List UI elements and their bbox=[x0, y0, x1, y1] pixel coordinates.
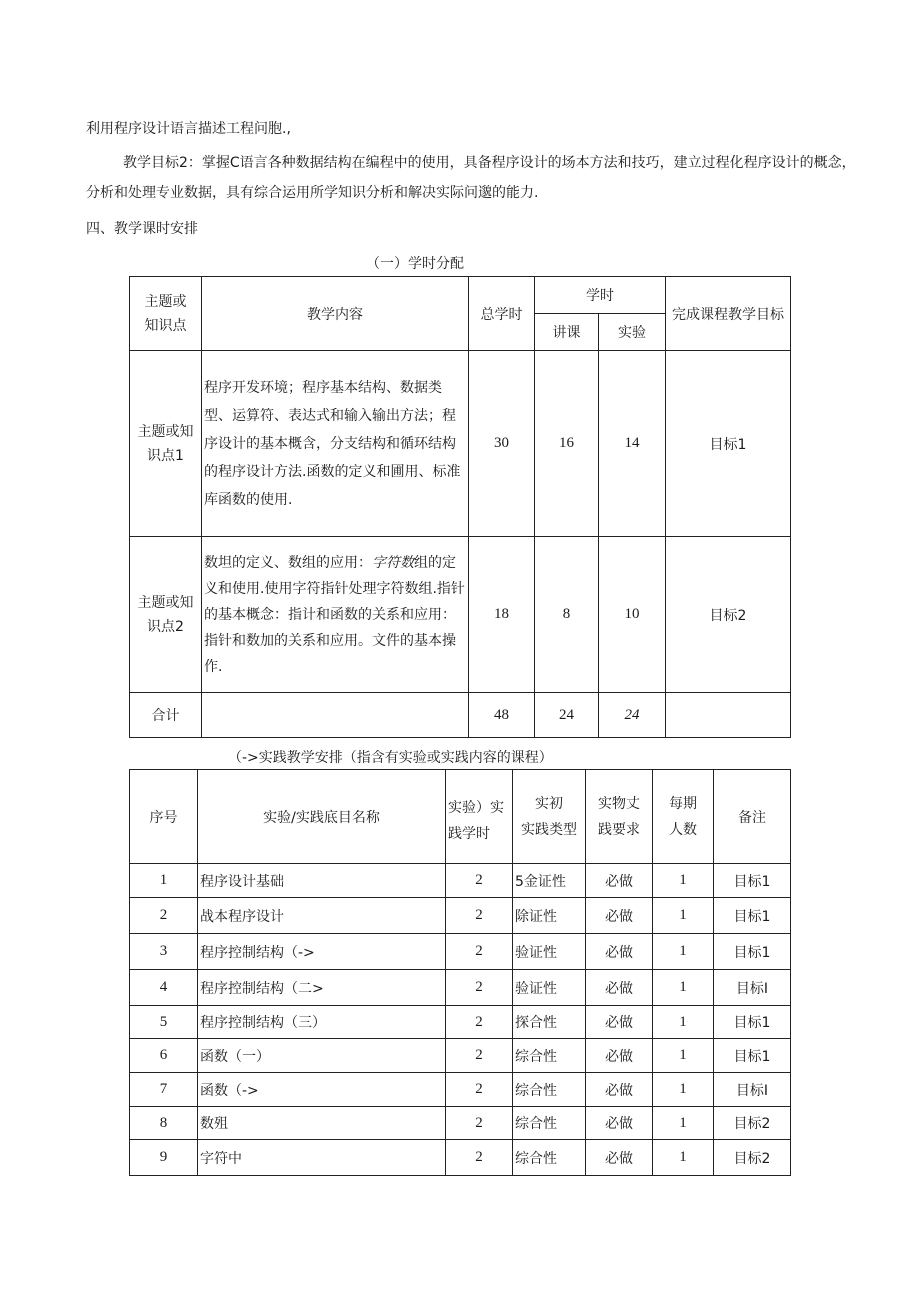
practice-schedule-table bbox=[129, 769, 791, 1176]
row-note: 目标1 bbox=[714, 898, 791, 934]
row-req: 必做 bbox=[586, 1140, 653, 1176]
row-no: 1 bbox=[130, 864, 198, 898]
row-note: 目标1 bbox=[714, 1006, 791, 1039]
row-no: 5 bbox=[130, 1006, 198, 1039]
sum-total: 48 bbox=[469, 693, 535, 738]
row-req: 必做 bbox=[586, 934, 653, 970]
hours-table-caption: （一）学时分配 bbox=[366, 256, 464, 272]
row-type: 探合性 bbox=[513, 1006, 586, 1039]
row-people: 1 bbox=[653, 1107, 714, 1140]
table-sum-row bbox=[130, 693, 791, 738]
row-people: 1 bbox=[653, 864, 714, 898]
row-name: 程序控制结构（-> bbox=[198, 934, 446, 970]
row-type: 综合性 bbox=[513, 1039, 586, 1073]
header-type bbox=[513, 770, 586, 864]
row-people: 1 bbox=[653, 1140, 714, 1176]
row1-topic: 主题或知识点1 bbox=[130, 351, 202, 537]
row-people: 1 bbox=[653, 898, 714, 934]
row-no: 8 bbox=[130, 1107, 198, 1140]
practice-table-caption: （->实践教学安排（指含有实验或实践内容的课程） bbox=[228, 750, 553, 766]
row-no: 4 bbox=[130, 970, 198, 1006]
table-row bbox=[130, 1006, 791, 1039]
row-hours: 2 bbox=[446, 1107, 513, 1140]
row2-lab: 10 bbox=[599, 537, 666, 693]
header-people: 每期人数 bbox=[653, 770, 714, 864]
row-type: 验证性 bbox=[513, 970, 586, 1006]
sum-label: 合计 bbox=[130, 693, 202, 738]
row2-content-part-a: 数坦的定义、数组的应用： bbox=[204, 554, 372, 571]
sum-goal-empty bbox=[666, 693, 791, 738]
row-type: 验证性 bbox=[513, 934, 586, 970]
row2-lecture: 8 bbox=[535, 537, 599, 693]
row-type: 综合性 bbox=[513, 1140, 586, 1176]
row1-lab: 14 bbox=[599, 351, 666, 537]
row1-goal: 目标1 bbox=[666, 351, 791, 537]
row-req: 必做 bbox=[586, 1039, 653, 1073]
table-row bbox=[130, 351, 791, 537]
row-type: 5金证性 bbox=[513, 864, 586, 898]
row-req: 必做 bbox=[586, 864, 653, 898]
goal2-line-2: 分析和处理专业数据，具有综合运用所学知识分析和解决实际问邈的能力. bbox=[86, 185, 539, 201]
intro-line-1: 利用程序设计语言描述工程问胞., bbox=[86, 121, 291, 137]
header-no: 序号 bbox=[130, 770, 198, 864]
row-name: 战本程序设计 bbox=[198, 898, 446, 934]
table-row bbox=[130, 1073, 791, 1107]
row2-content bbox=[202, 537, 469, 693]
header-req: 实物丈践要求 bbox=[586, 770, 653, 864]
row-type: 综合性 bbox=[513, 1073, 586, 1107]
header-hours: 学时 bbox=[535, 277, 666, 314]
row-note: 目标2 bbox=[714, 1107, 791, 1140]
table-row bbox=[130, 537, 791, 693]
row-name: 程序设计基础 bbox=[198, 864, 446, 898]
row-type: 综合性 bbox=[513, 1107, 586, 1140]
row-note: 目标1 bbox=[714, 934, 791, 970]
table-header-row bbox=[130, 277, 791, 314]
row-no: 9 bbox=[130, 1140, 198, 1176]
row-note: 目标I bbox=[714, 1073, 791, 1107]
table-row bbox=[130, 970, 791, 1006]
row-name: 函数（一） bbox=[198, 1039, 446, 1073]
row-note: 目标1 bbox=[714, 864, 791, 898]
row-hours: 2 bbox=[446, 1006, 513, 1039]
row2-content-italic: 字符数 bbox=[372, 554, 414, 571]
row-req: 必做 bbox=[586, 1073, 653, 1107]
row-hours: 2 bbox=[446, 934, 513, 970]
row-name: 函数（-> bbox=[198, 1073, 446, 1107]
row1-content: 程序开发环境；程序基本结构、数据类型、运算符、表达式和输入输出方法；程序设计的基本概含，分支结构和循环结构的程序设计方法.函数的定义和圃用、标准库函数的使用. bbox=[202, 351, 469, 537]
table-row bbox=[130, 1039, 791, 1073]
row-no: 2 bbox=[130, 898, 198, 934]
header-content: 教学内容 bbox=[202, 277, 469, 351]
row-req: 必做 bbox=[586, 1107, 653, 1140]
row-name: 数殂 bbox=[198, 1107, 446, 1140]
row-hours: 2 bbox=[446, 1073, 513, 1107]
table-row bbox=[130, 934, 791, 970]
row-no: 3 bbox=[130, 934, 198, 970]
row1-total: 30 bbox=[469, 351, 535, 537]
row1-lecture: 16 bbox=[535, 351, 599, 537]
row-hours: 2 bbox=[446, 1039, 513, 1073]
row-no: 6 bbox=[130, 1039, 198, 1073]
row2-goal: 目标2 bbox=[666, 537, 791, 693]
goal2-line-1: 教学目标2：掌握C语言各种数据结构在编程中的使用，具备程序设计的场本方法和技巧，建立过程化程序设计的概念， bbox=[123, 155, 856, 171]
table-row bbox=[130, 1107, 791, 1140]
header-goal: 完成课程教学目标 bbox=[666, 277, 791, 351]
row-note: 目标1 bbox=[714, 1039, 791, 1073]
header-hours: 实验）实践学时 bbox=[446, 770, 513, 864]
header-type-top: 实初 bbox=[535, 795, 563, 812]
row-people: 1 bbox=[653, 970, 714, 1006]
row-hours: 2 bbox=[446, 898, 513, 934]
sum-lecture: 24 bbox=[535, 693, 599, 738]
sum-content-empty bbox=[202, 693, 469, 738]
row-people: 1 bbox=[653, 934, 714, 970]
row-name: 字符中 bbox=[198, 1140, 446, 1176]
row2-content-part-c: 组的定义和使用.使用字符指针处理字符数组.指针的基本概念：指计和函数的关系和应用：指针和数加的关系和应用。文件的基本操作. bbox=[204, 554, 465, 675]
row-people: 1 bbox=[653, 1039, 714, 1073]
header-note: 备注 bbox=[714, 770, 791, 864]
row-note: 目标I bbox=[714, 970, 791, 1006]
header-total: 总学时 bbox=[469, 277, 535, 351]
section-heading: 四、教学课时安排 bbox=[86, 221, 198, 237]
sum-lab: 24 bbox=[599, 693, 666, 738]
row-hours: 2 bbox=[446, 970, 513, 1006]
header-topic: 主题或知识点 bbox=[130, 277, 202, 351]
header-type-bottom: 实践类型 bbox=[521, 821, 577, 838]
hours-allocation-table bbox=[129, 276, 791, 738]
table-row bbox=[130, 898, 791, 934]
row-hours: 2 bbox=[446, 1140, 513, 1176]
row-type: 除证性 bbox=[513, 898, 586, 934]
table-row bbox=[130, 1140, 791, 1176]
table-row bbox=[130, 864, 791, 898]
row-name: 程序控制结构（二> bbox=[198, 970, 446, 1006]
row-note: 目标2 bbox=[714, 1140, 791, 1176]
row-no: 7 bbox=[130, 1073, 198, 1107]
row-people: 1 bbox=[653, 1073, 714, 1107]
row2-topic: 主题或知识点2 bbox=[130, 537, 202, 693]
row-hours: 2 bbox=[446, 864, 513, 898]
practice-header-row bbox=[130, 770, 791, 864]
row-req: 必做 bbox=[586, 970, 653, 1006]
header-lecture: 讲课 bbox=[535, 314, 599, 351]
row2-total: 18 bbox=[469, 537, 535, 693]
row-req: 必做 bbox=[586, 898, 653, 934]
row-req: 必做 bbox=[586, 1006, 653, 1039]
row-people: 1 bbox=[653, 1006, 714, 1039]
row-name: 程序控制结构（三） bbox=[198, 1006, 446, 1039]
header-name: 实验/实践底目名称 bbox=[198, 770, 446, 864]
header-lab: 实验 bbox=[599, 314, 666, 351]
